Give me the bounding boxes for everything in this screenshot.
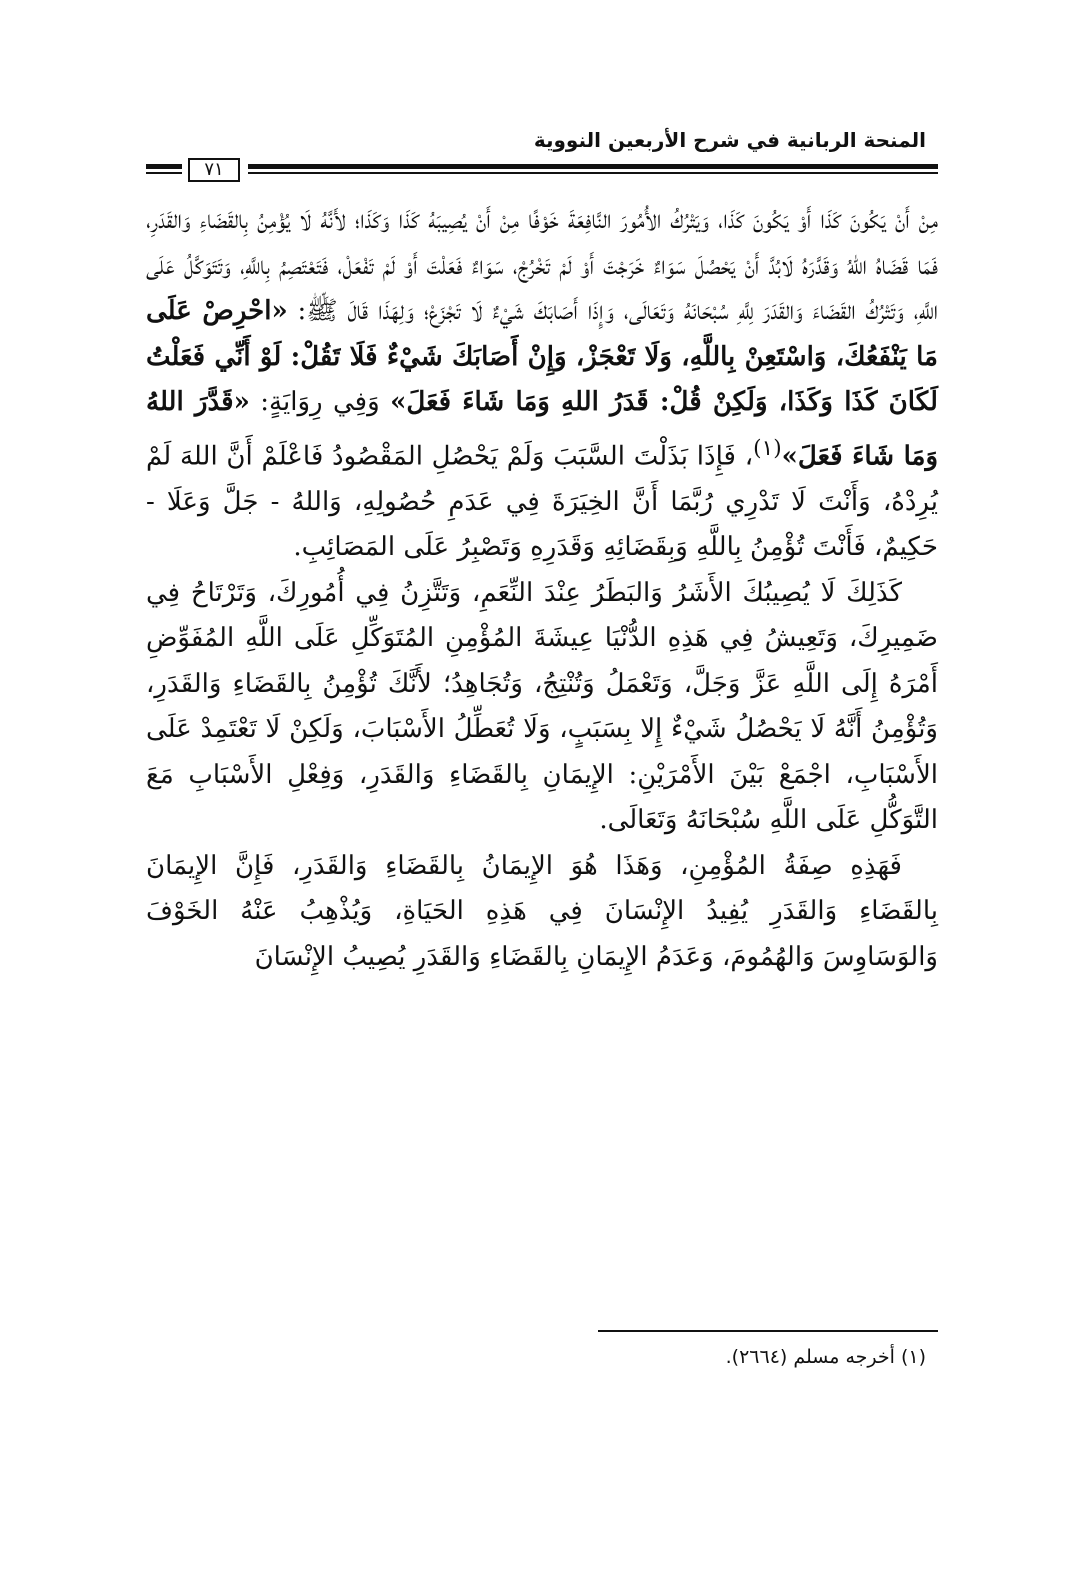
- body-text: [146, 198, 938, 980]
- footnote: (١) أخرجه مسلم (٢٦٦٤).: [725, 1346, 926, 1368]
- footnote-reference: (١): [753, 435, 782, 461]
- paragraph-1: [146, 198, 938, 571]
- hadith-quote-variant: «قَدَّرَ اللهُ وَمَا شَاءَ فَعَلَ»: [146, 387, 938, 472]
- footnote-separator: [598, 1330, 938, 1332]
- paragraph-1-text-a: مِنْ أَنْ يَكُونَ كَذَا أَوْ يَكُونَ كَذَا، وَيَتْرُكُ الأُمُورَ النَّافِعَةَ خَوْفًا مِنْ أَنْ يُصِيبَهُ كَذَا وَكَذَا؛ لأَنَّهُ لَا يُؤْمِنُ بِالقَضَاءِ وَالقَدَرِ، فَمَا قَضَاهُ اللهُ وَقَدَّرَهُ لَابُدَّ أَنْ يَحْصُلَ سَوَاءٌ خَرَجْتَ أَوْ لَمْ تَخْرُجْ، سَوَاءٌ فَعَلْتَ أَوْ لَمْ تَفْعَلْ، فَتَعْتَصِمُ بِاللَّهِ، وَتَتَوَكَّلُ عَلَى اللَّهِ، وَتَتْرُكُ القَضَاءَ وَالقَدَرَ لِلَّهِ سُبْحَانَهُ وَتَعَالَى، وَإِذَا أَصَابَكَ شَيْءٌ لَا تَجْزَعْ؛ وَلِهَذَا قَالَ ﷺ:: [146, 205, 939, 326]
- paragraph-2: كَذَلِكَ لَا يُصِيبُكَ الأَشَرُ وَالبَطَرُ عِنْدَ النِّعَمِ، وَتَتَّزِنُ فِي أُمُورِكَ، وَتَرْتَاحُ فِي ضَمِيرِكَ، وَتَعِيشُ فِي هَذِهِ الدُّنْيَا عِيشَةَ المُؤْمِنِ المُتَوَكِّلِ عَلَى اللَّهِ المُفَوِّضِ أَمْرَهُ إِلَى اللَّهِ عَزَّ وَجَلَّ، وَتَعْمَلُ وَتُنْتِجُ، وَتُجَاهِدُ؛ لأَنَّكَ تُؤْمِنُ بِالقَضَاءِ وَالقَدَرِ، وَتُؤْمِنُ أَنَّهُ لَا يَحْصُلُ شَيْءٌ إِلا بِسَبَبٍ، وَلَا تُعَطِّلُ الأَسْبَابَ، وَلَكِنْ لَا تَعْتَمِدْ عَلَى الأَسْبَابِ، اجْمَعْ بَيْنَ الأَمْرَيْنِ: الإِيمَانِ بِالقَضَاءِ وَالقَدَرِ، وَفِعْلِ الأَسْبَابِ مَعَ التَّوَكُّلِ عَلَى اللَّهِ سُبْحَانَهُ وَتَعَالَى.: [146, 577, 938, 836]
- paragraph-1-text-c: ، فَإِذَا بَذَلْتَ السَّبَبَ وَلَمْ يَحْصُلِ المَقْصُودُ فَاعْلَمْ أَنَّ اللهَ لَمْ يُرِدْهُ، وَأَنْتَ لَا تَدْرِي رُبَّمَا أَنَّ الخِيَرَةَ فِي عَدَمِ حُصُولِهِ، وَاللهُ - جَلَّ وَعَلَا - حَكِيمٌ، فَأَنْتَ تُؤْمِنُ بِاللَّهِ وَبِقَضَائِهِ وَقَدَرِهِ وَتَصْبِرُ عَلَى المَصَائِبِ.: [146, 441, 938, 563]
- running-title: المنحة الربانية في شرح الأربعين النووية: [533, 128, 926, 152]
- hadith-quote: «احْرِصْ عَلَى مَا يَنْفَعُكَ، وَاسْتَعِنْ بِاللَّهِ، وَلَا تَعْجَزْ، وَإِنْ أَصَابَكَ شَيْءٌ فَلَا تَقُلْ: لَوْ أَنِّي فَعَلْتُ لَكَانَ كَذَا وَكَذَا، وَلَكِنْ قُلْ: قَدَرُ اللهِ وَمَا شَاءَ فَعَلَ»: [146, 296, 938, 417]
- header-rule-right: [248, 160, 938, 180]
- paragraph-1-text-b: وَفِي رِوَايَةٍ:: [249, 387, 391, 417]
- paragraph-3: فَهَذِهِ صِفَةُ المُؤْمِنِ، وَهَذَا هُوَ الإِيمَانُ بِالقَضَاءِ وَالقَدَرِ، فَإِنَّ الإِيمَانَ بِالقَضَاءِ وَالقَدَرِ يُفِيدُ الإِنْسَانَ فِي هَذِهِ الحَيَاةِ، وَيُذْهِبُ عَنْهُ الخَوْفَ وَالوَسَاوِسَ وَالهُمُومَ، وَعَدَمُ الإِيمَانِ بِالقَضَاءِ وَالقَدَرِ يُصِيبُ الإِنْسَانَ: [146, 850, 938, 972]
- header-rule-left: [146, 160, 182, 180]
- page-number: ٧١: [188, 158, 240, 182]
